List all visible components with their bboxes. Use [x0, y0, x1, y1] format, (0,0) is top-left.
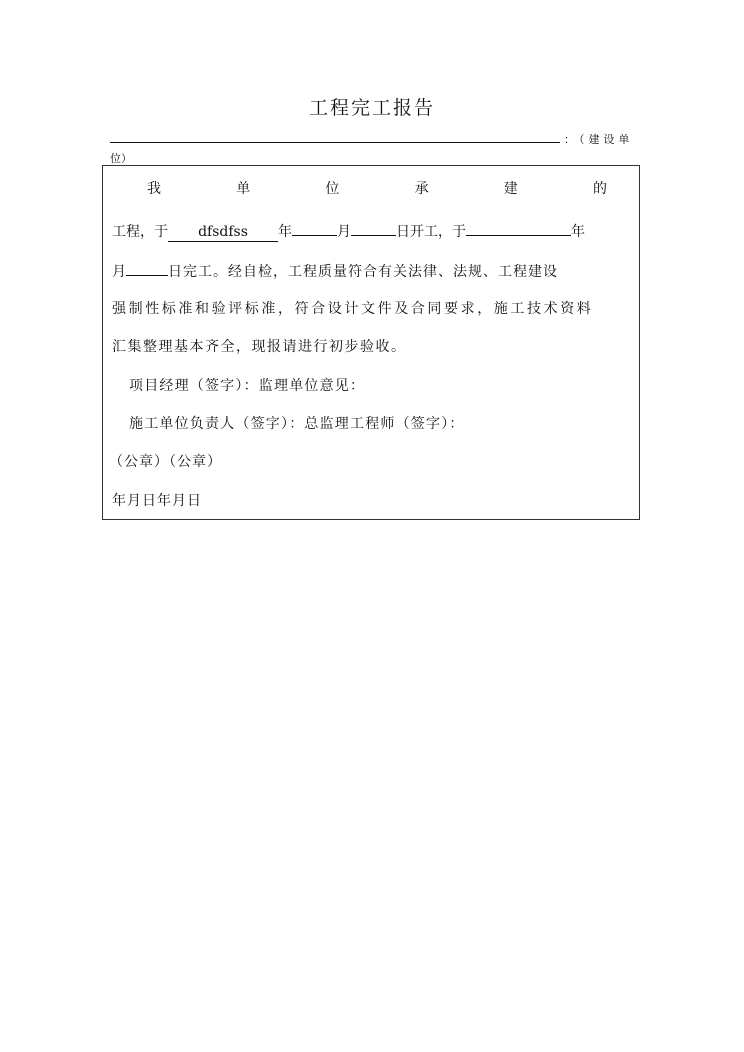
- body-line-4: 强制性标准和验评标准，符合设计文件及合同要求，施工技术资料: [112, 301, 594, 317]
- end-year-field[interactable]: [466, 218, 571, 236]
- project-prefix: 工程，于: [112, 224, 168, 240]
- opening-char: 位: [325, 181, 340, 197]
- day-label: 日开工，于: [396, 224, 466, 240]
- date-line-start: [112, 218, 632, 242]
- start-month-field[interactable]: [292, 218, 337, 236]
- addressee-blank[interactable]: [110, 130, 560, 143]
- body-line-5: 汇集整理基本齐全，现报请进行初步验收。: [112, 339, 407, 355]
- date-signature-line: 年月日年月日: [112, 493, 202, 509]
- completion-text: 日完工。经自检，工程质量符合有关法律、法规、工程建设: [168, 264, 558, 280]
- opening-char: 我: [147, 181, 161, 197]
- addressee-line: [110, 130, 635, 168]
- date-line-end: [112, 258, 558, 281]
- year-label: 年: [278, 224, 292, 240]
- start-year-field[interactable]: dfsdfss: [168, 224, 278, 242]
- seal-line: （公章）（公章）: [109, 454, 222, 470]
- addressee-wrap: 位）: [110, 152, 132, 165]
- end-month-field[interactable]: [126, 258, 168, 276]
- contractor-signature-line: 施工单位负责人（签字）：总监理工程师（签字）：: [129, 416, 465, 432]
- start-day-field[interactable]: [351, 218, 396, 236]
- manager-signature-line: 项目经理（签字）：监理单位意见：: [129, 378, 366, 394]
- opening-char: 承: [414, 181, 429, 197]
- opening-char: 单: [236, 181, 251, 197]
- opening-char: 的: [592, 181, 607, 197]
- document-title: 工程完工报告: [308, 97, 435, 119]
- month-label: 月: [337, 224, 351, 240]
- end-month-label: 月: [112, 264, 126, 280]
- opening-line: [147, 178, 607, 198]
- report-box: [102, 165, 640, 520]
- opening-char: 建: [503, 181, 518, 197]
- end-year-label: 年: [571, 224, 585, 240]
- addressee-suffix: ：（建设单: [564, 133, 634, 146]
